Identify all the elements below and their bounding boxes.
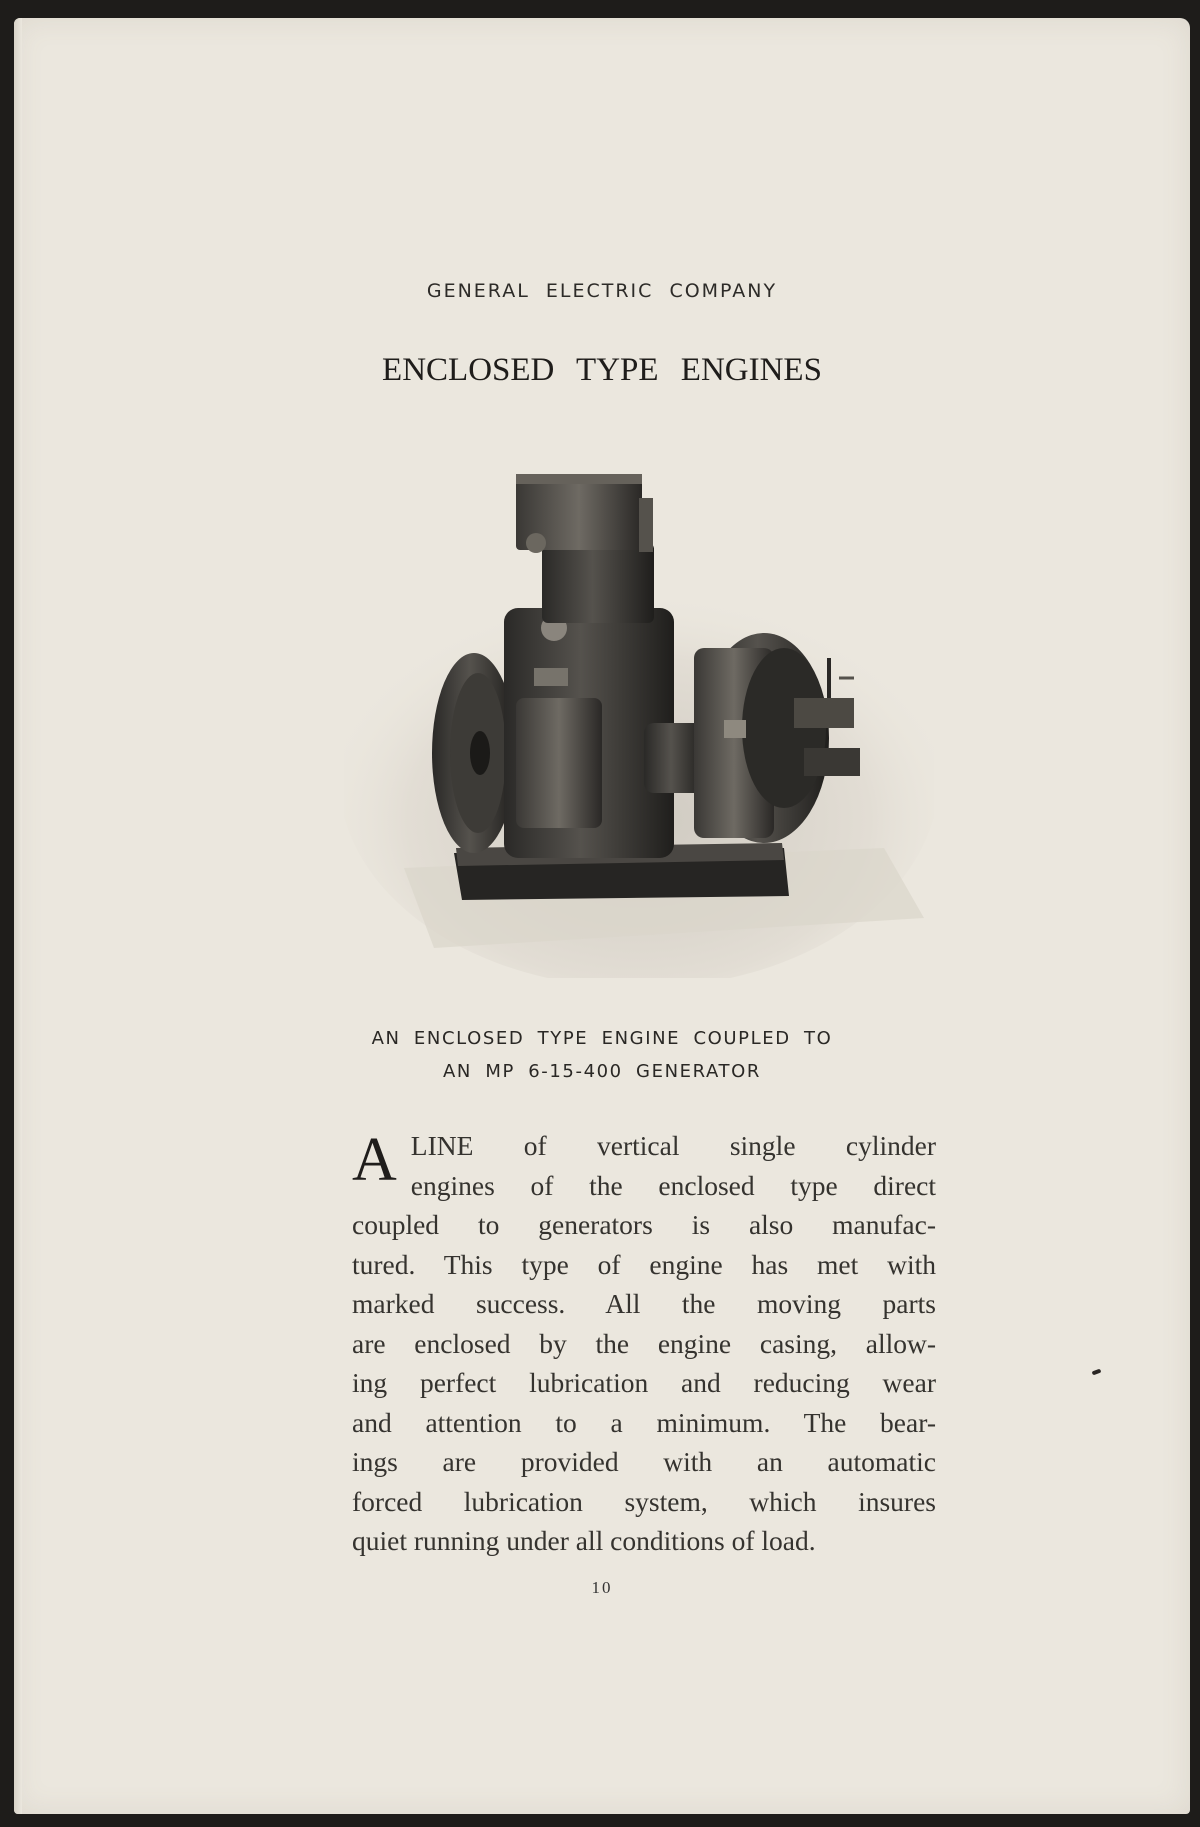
caption-line-2: AN MP 6-15-400 GENERATOR [443,1061,761,1082]
page-title: ENCLOSED TYPE ENGINES [382,352,822,388]
paper-speck [1092,1369,1102,1376]
caption-line-1: AN ENCLOSED TYPE ENGINE COUPLED TO [371,1028,833,1049]
body-line: coupled to generators is also manufac- [352,1209,936,1240]
body-line: ings are provided with an automatic [352,1446,936,1477]
body-line: and attention to a minimum. The bear- [352,1406,936,1438]
body-paragraph [352,1126,936,1561]
drop-cap: A [352,1126,397,1194]
body-line: engines of the enclosed type direct [410,1169,936,1201]
body-line: ing perfect lubrication and reducing wear [352,1367,936,1398]
running-head: GENERAL ELECTRIC COMPANY [426,280,778,302]
body-line: are enclosed by the engine casing, allow- [352,1327,936,1359]
body-line: marked success. All the moving parts [352,1288,936,1319]
book-page [14,18,1190,1814]
body-line: tured. This type of engine has met with [352,1248,936,1280]
figure-caption [14,1022,1190,1088]
engine-photograph [344,448,934,978]
body-line: quiet running under all conditions of load. [352,1525,816,1556]
page-number: 10 [591,1578,613,1597]
body-line: LINE of vertical single cylinder [410,1130,936,1161]
body-line: forced lubrication system, which insures [352,1485,936,1517]
